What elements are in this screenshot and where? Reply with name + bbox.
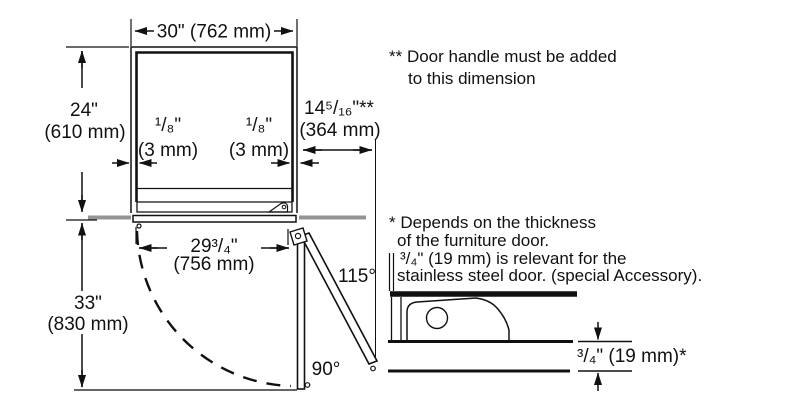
dimension-cabinet-depth xyxy=(44,47,129,212)
gap-left-mm-label: (3 mm) xyxy=(137,140,199,161)
note-furniture-line3: ³/₄" (19 mm) is relevant for the xyxy=(400,249,627,268)
note-door-handle xyxy=(389,47,617,88)
door-projection-in-label: 14⁵/₁₆"** xyxy=(304,98,374,119)
note-furniture-line4: stainless steel door. (special Accessory). xyxy=(397,266,703,285)
door-115-bar xyxy=(301,233,377,364)
hinge-hole xyxy=(427,308,448,329)
door-90-bar xyxy=(298,236,305,389)
door-pin xyxy=(137,224,141,228)
door-width-mm-label: (756 mm) xyxy=(173,254,255,275)
cabinet-depth-in-label: 24" xyxy=(70,100,98,121)
dimension-door-width xyxy=(136,227,289,275)
door-width-in-label: 29³/₄" xyxy=(190,236,238,257)
dimension-side-gaps xyxy=(112,115,319,163)
dimension-panel-thickness xyxy=(577,322,687,391)
gap-left-in-label: ¹/₈" xyxy=(154,115,182,136)
latch-pin xyxy=(282,205,286,209)
gap-right-mm-label: (3 mm) xyxy=(228,140,290,161)
note-door-handle-line1: ** Door handle must be added xyxy=(389,47,617,66)
panel-thickness-label: ³/₄" (19 mm)* xyxy=(577,346,687,367)
dimension-cabinet-width xyxy=(131,19,297,46)
cabinet-width-label: 30" (762 mm) xyxy=(156,21,272,43)
latch-detail xyxy=(269,203,288,212)
angle-115-label: 115° xyxy=(338,266,376,287)
hinge-channel xyxy=(392,297,402,341)
door-swing-in-label: 33" xyxy=(74,293,102,314)
appliance-edge-lines xyxy=(390,253,394,291)
cabinet-depth-mm-label: (610 mm) xyxy=(44,122,126,143)
dimension-door-projection xyxy=(299,98,380,357)
hinge-bracket xyxy=(290,228,307,245)
note-door-handle-line2: to this dimension xyxy=(408,69,536,88)
note-furniture-line2: of the furniture door. xyxy=(397,231,550,250)
door-swing-mm-label: (830 mm) xyxy=(47,314,129,335)
door-115-pin xyxy=(371,366,376,371)
hinge-body xyxy=(407,298,509,341)
angle-90-label: 90° xyxy=(311,359,341,380)
dimension-door-swing xyxy=(47,220,297,390)
door-90-pin xyxy=(305,383,310,388)
note-furniture-line1: * Depends on the thickness xyxy=(389,213,596,232)
note-furniture-door xyxy=(389,213,702,285)
closed-door-bar xyxy=(133,216,296,223)
gap-right-in-label: ¹/₈" xyxy=(245,115,273,136)
appliance-front-band xyxy=(137,202,292,212)
door-projection-mm-label: (364 mm) xyxy=(299,120,381,141)
